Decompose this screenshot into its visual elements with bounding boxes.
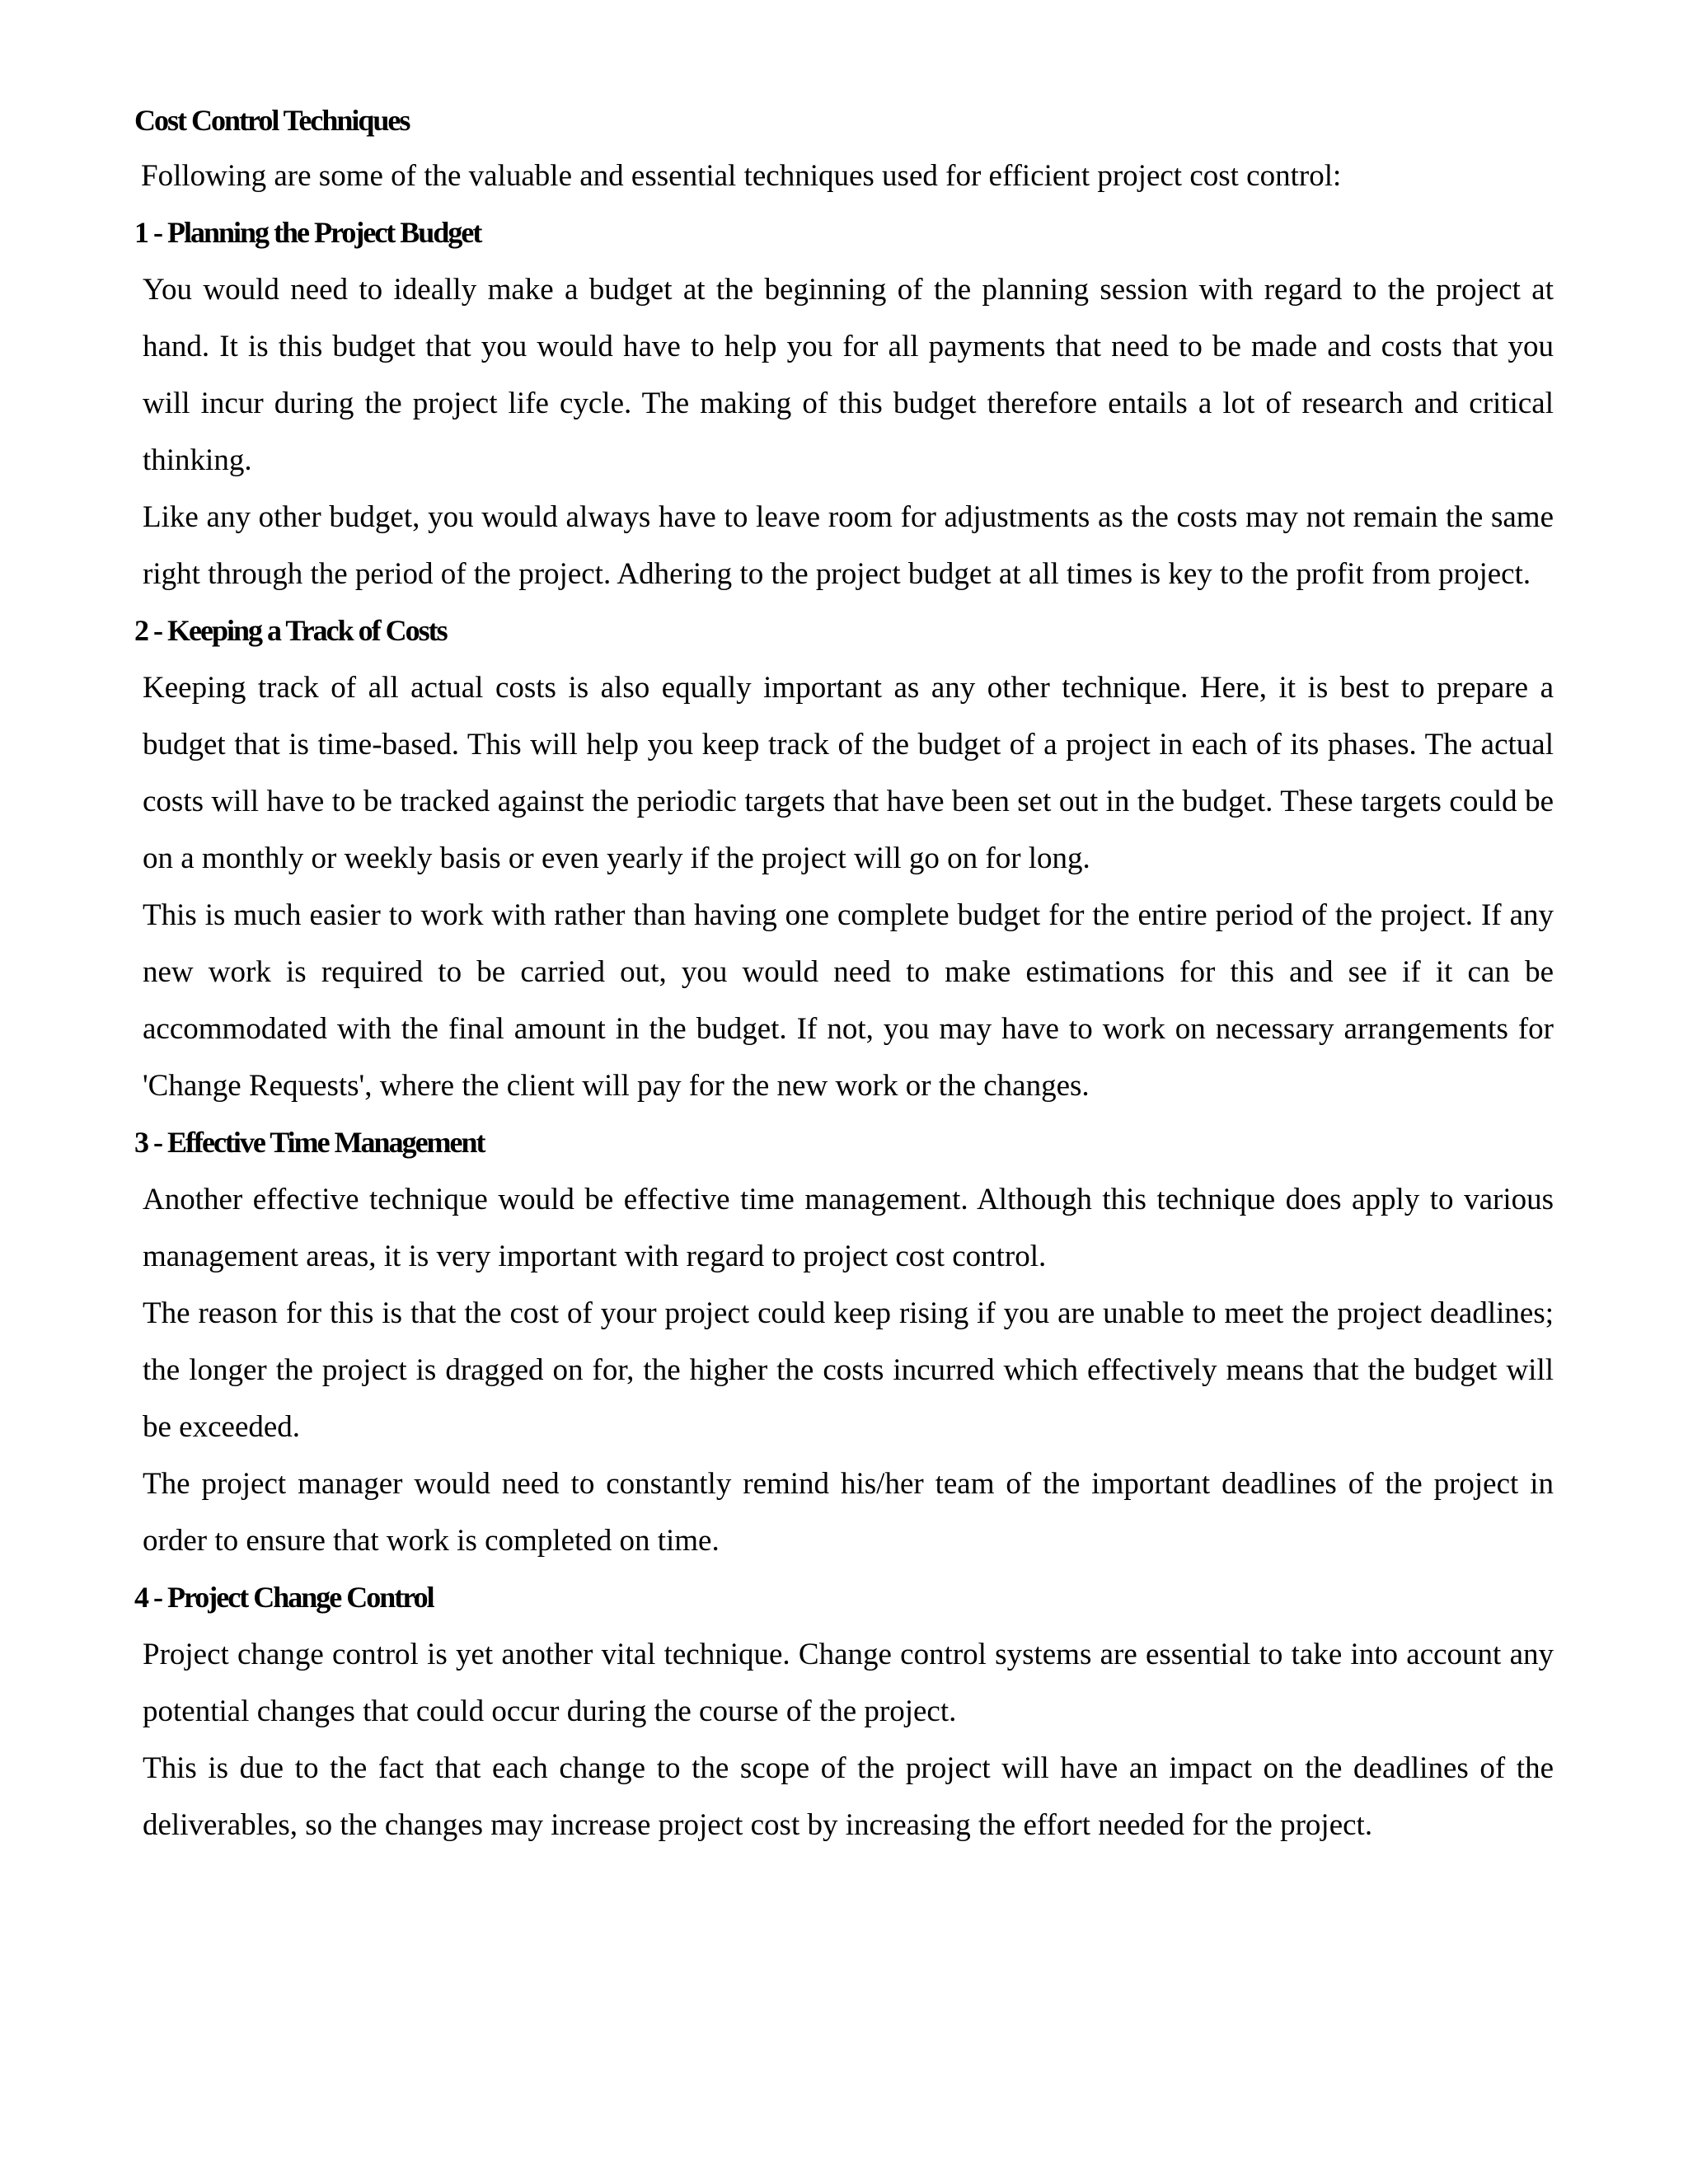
section-change-control <box>134 1569 1554 1854</box>
paragraph: This is due to the fact that each change to the scope of the project will have an impact on the deadlines of the deliverables, so the changes may increase project cost by increasing the effort needed for the project. <box>143 1751 1554 1842</box>
section-heading: 1 - Planning the Project Budget <box>134 216 481 249</box>
section-tracking-costs <box>134 602 1554 1114</box>
section-time-management <box>134 1114 1554 1569</box>
paragraph: Project change control is yet another vital technique. Change control systems are essential to take into account any potential changes that could occur during the course of the project. <box>143 1638 1554 1728</box>
paragraph: This is much easier to work with rather than having one complete budget for the entire period of the project. If any new work is required to be carried out, you would need to make estimations for this and see if it can be accommodated with the final amount in the budget. If not, you may have to work on necessary arrangements for 'Change Requests', where the client will pay for the new work or the changes. <box>143 898 1554 1103</box>
paragraph: The project manager would need to constantly remind his/her team of the important deadlines of the project in order to ensure that work is completed on time. <box>143 1467 1554 1558</box>
section-heading: 3 - Effective Time Management <box>134 1126 485 1159</box>
document-title: Cost Control Techniques <box>134 104 410 137</box>
paragraph: You would need to ideally make a budget at the beginning of the planning session with regard to the project at hand. It is this budget that you would have to help you for all payments that need to be made and costs that you will incur during the project life cycle. The making of this budget therefore entails a lot of research and critical thinking. <box>143 273 1554 477</box>
paragraph: Keeping track of all actual costs is also equally important as any other technique. Here, it is best to prepare a budget that is time-based. This will help you keep track of the budget of a project in each of its phases. The actual costs will have to be tracked against the periodic targets that have been set out in the budget. These targets could be on a monthly or weekly basis or even yearly if the project will go on for long. <box>143 671 1554 875</box>
document-body <box>134 93 1554 1854</box>
section-planning-budget <box>134 204 1554 602</box>
intro-paragraph: Following are some of the valuable and essential techniques used for efficient project cost control: <box>141 159 1342 193</box>
paragraph: Another effective technique would be effective time management. Although this technique does apply to various management areas, it is very important with regard to project cost control. <box>143 1183 1554 1273</box>
section-heading: 2 - Keeping a Track of Costs <box>134 614 447 647</box>
section-heading: 4 - Project Change Control <box>134 1581 434 1614</box>
paragraph: Like any other budget, you would always have to leave room for adjustments as the costs may not remain the same right through the period of the project. Adhering to the project budget at all times is key to the profit from project. <box>143 500 1554 591</box>
paragraph: The reason for this is that the cost of your project could keep rising if you are unable to meet the project deadlines; the longer the project is dragged on for, the higher the costs incurred which effectively means that the budget will be exceeded. <box>143 1296 1554 1444</box>
